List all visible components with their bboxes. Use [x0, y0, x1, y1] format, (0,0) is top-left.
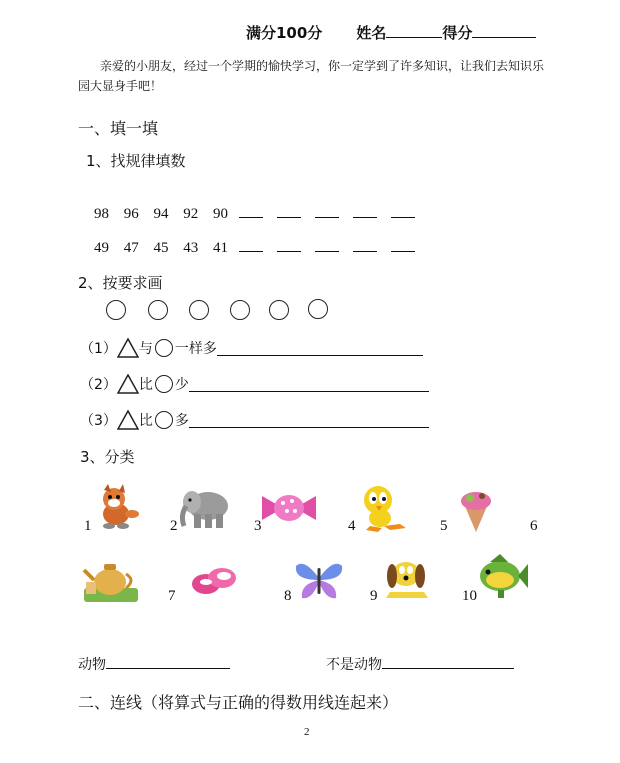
relation-word: 比 — [138, 377, 153, 393]
circle-icon — [155, 339, 173, 357]
ice-cream-picture — [458, 488, 494, 532]
seq-blank[interactable] — [239, 238, 263, 252]
seq-number: 90 — [213, 206, 228, 222]
answer-line[interactable] — [189, 377, 429, 392]
section-1-title: 一、填一填 — [78, 119, 159, 138]
section-2-title: 二、连线（将算式与正确的得数用线连起来） — [78, 693, 399, 712]
animal-label: 动物 — [78, 657, 106, 673]
item-number-9: 9 — [370, 588, 378, 604]
circle-icon — [155, 375, 173, 393]
item-number-6: 6 — [530, 518, 538, 534]
item-number: （1） — [80, 341, 117, 357]
seq-number: 96 — [123, 206, 139, 222]
item-number-3: 3 — [254, 518, 262, 534]
item-number: （3） — [80, 413, 117, 429]
seq-blank[interactable] — [353, 238, 377, 252]
circle-shape — [230, 300, 250, 320]
circle-shape — [106, 300, 126, 320]
fish-picture — [478, 552, 528, 598]
elephant-picture — [178, 486, 232, 530]
item-number-2: 2 — [170, 518, 178, 534]
item-number-1: 1 — [84, 518, 92, 534]
triangle-icon — [117, 374, 139, 394]
score-blank[interactable] — [472, 23, 536, 38]
seq-number: 45 — [153, 240, 169, 256]
fox-picture — [92, 484, 140, 530]
animal-answer-line[interactable] — [106, 654, 230, 669]
seq-number: 49 — [94, 240, 109, 256]
full-score-label: 满分100分 — [246, 24, 323, 42]
item-number-5: 5 — [440, 518, 448, 534]
circle-shape — [189, 300, 209, 320]
circle-shape — [148, 300, 168, 320]
teapot-picture — [82, 558, 140, 604]
item-number-4: 4 — [348, 518, 356, 534]
answer-line[interactable] — [217, 341, 423, 356]
q3-title: 3、分类 — [80, 448, 135, 466]
circle-icon — [155, 411, 173, 429]
seq-number: 94 — [153, 206, 169, 222]
seq-blank[interactable] — [353, 204, 377, 218]
seq-blank[interactable] — [277, 204, 301, 218]
not-animal-answer-line[interactable] — [382, 654, 514, 669]
not-animal-label: 不是动物 — [326, 657, 382, 673]
relation-tail: 少 — [174, 377, 189, 393]
item-number-7: 7 — [168, 588, 176, 604]
q2-title: 2、按要求画 — [78, 274, 163, 292]
draw-instruction-3 — [80, 410, 429, 430]
candy-picture — [262, 490, 316, 526]
seq-number: 47 — [123, 240, 139, 256]
item-number-8: 8 — [284, 588, 292, 604]
circle-shape — [269, 300, 289, 320]
seq-blank[interactable] — [315, 238, 339, 252]
intro-text: 亲爱的小朋友，经过一个学期的愉快学习，你一定学到了许多知识，让我们去知识乐园大显身手吧！ — [78, 59, 545, 93]
seq-number: 98 — [94, 206, 109, 222]
relation-tail: 一样多 — [174, 341, 217, 357]
item-number-10: 10 — [462, 588, 477, 604]
q1-title: 1、找规律填数 — [86, 152, 186, 170]
seq-blank[interactable] — [391, 238, 415, 252]
circle-shape — [308, 299, 328, 319]
relation-word: 比 — [138, 413, 153, 429]
animal-answer — [78, 654, 230, 674]
draw-instruction-2 — [80, 374, 429, 394]
item-number: （2） — [80, 377, 117, 393]
seq-number: 92 — [183, 206, 199, 222]
seq-number: 41 — [213, 240, 228, 256]
triangle-icon — [117, 410, 139, 430]
not-animal-answer — [326, 654, 514, 674]
header-line — [246, 22, 536, 43]
slippers-picture — [190, 564, 238, 598]
triangle-icon — [117, 338, 139, 358]
draw-instruction-1 — [80, 338, 423, 358]
butterfly-picture — [294, 558, 344, 602]
seq-blank[interactable] — [391, 204, 415, 218]
sequence-row-1 — [94, 204, 415, 223]
bird-picture — [356, 484, 408, 532]
dog-picture — [378, 556, 432, 602]
name-blank[interactable] — [386, 23, 442, 38]
seq-blank[interactable] — [277, 238, 301, 252]
score-label: 得分 — [442, 24, 473, 42]
page-number: 2 — [304, 726, 310, 738]
answer-line[interactable] — [189, 413, 429, 428]
name-label: 姓名 — [356, 24, 387, 42]
seq-number: 43 — [183, 240, 199, 256]
sequence-row-2 — [94, 238, 415, 257]
relation-tail: 多 — [174, 413, 189, 429]
seq-blank[interactable] — [239, 204, 263, 218]
relation-word: 与 — [138, 341, 153, 357]
seq-blank[interactable] — [315, 204, 339, 218]
